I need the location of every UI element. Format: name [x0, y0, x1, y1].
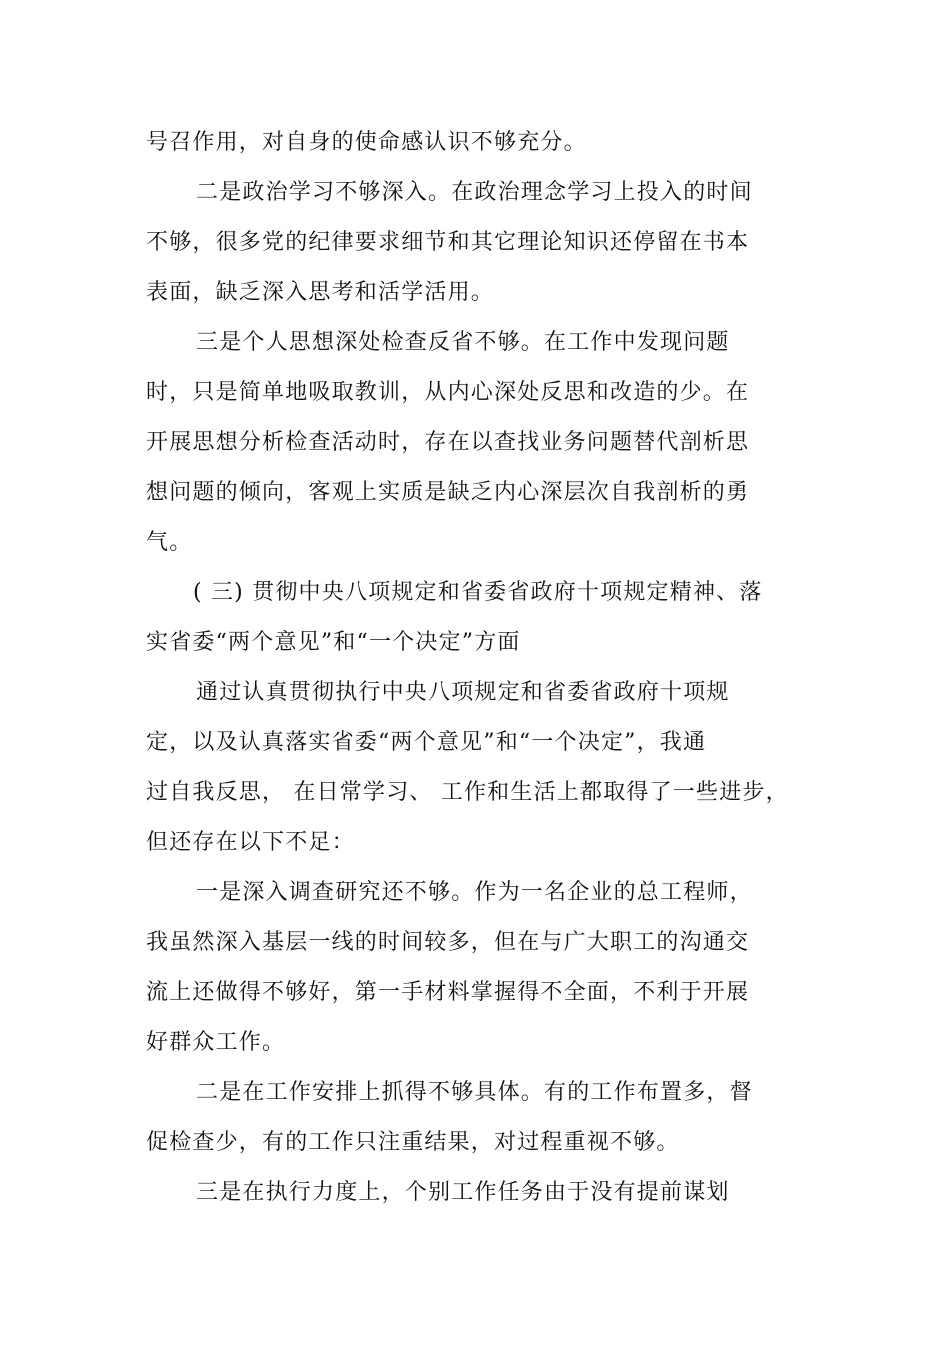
- section-heading-continued: 实省委“两个意见”和“一个决定”方面: [146, 630, 521, 655]
- paragraph-start: 二是政治学习不够深入。在政治理念学习上投入的时间: [196, 180, 753, 205]
- text-line: 不够，很多党的纪律要求细节和其它理论知识还停留在书本: [146, 230, 750, 255]
- text-line: 我虽然深入基层一线的时间较多，但在与广大职工的沟通交: [146, 930, 750, 955]
- paragraph-start: 通过认真贯彻执行中央八项规定和省委省政府十项规: [196, 680, 730, 705]
- text-line: 时，只是简单地吸取教训，从内心深处反思和改造的少。在: [146, 380, 750, 405]
- text-line: 促检查少，有的工作只注重结果，对过程重视不够。: [146, 1130, 680, 1155]
- text-line: 开展思想分析检查活动时，存在以查找业务问题替代剖析思: [146, 430, 750, 455]
- text-line: 想问题的倾向，客观上实质是缺乏内心深层次自我剖析的勇: [146, 480, 750, 505]
- paragraph-start: 二是在工作安排上抓得不够具体。有的工作布置多，督: [196, 1080, 753, 1105]
- text-line: 定，以及认真落实省委“两个意见”和“一个决定”，我通: [146, 730, 707, 755]
- section-heading: ( 三) 贯彻中央八项规定和省委省政府十项规定精神、落: [193, 580, 763, 605]
- text-line: 过自我反思， 在日常学习、 工作和生活上都取得了一些进步，: [146, 780, 789, 805]
- paragraph-start: 三是在执行力度上，个别工作任务由于没有提前谋划: [196, 1180, 730, 1205]
- text-line: 但还存在以下不足：: [146, 830, 355, 855]
- paragraph-start: 一是深入调查研究还不够。作为一名企业的总工程师，: [196, 880, 753, 905]
- text-line: 好群众工作。: [146, 1030, 286, 1055]
- text-line: 流上还做得不够好，第一手材料掌握得不全面，不利于开展: [146, 980, 750, 1005]
- text-line: 表面，缺乏深入思考和活学活用。: [146, 280, 495, 305]
- paragraph-start: 三是个人思想深处检查反省不够。在工作中发现问题: [196, 330, 730, 355]
- text-line: 号召作用，对自身的使命感认识不够充分。: [146, 130, 587, 155]
- text-line: 气。: [146, 530, 193, 555]
